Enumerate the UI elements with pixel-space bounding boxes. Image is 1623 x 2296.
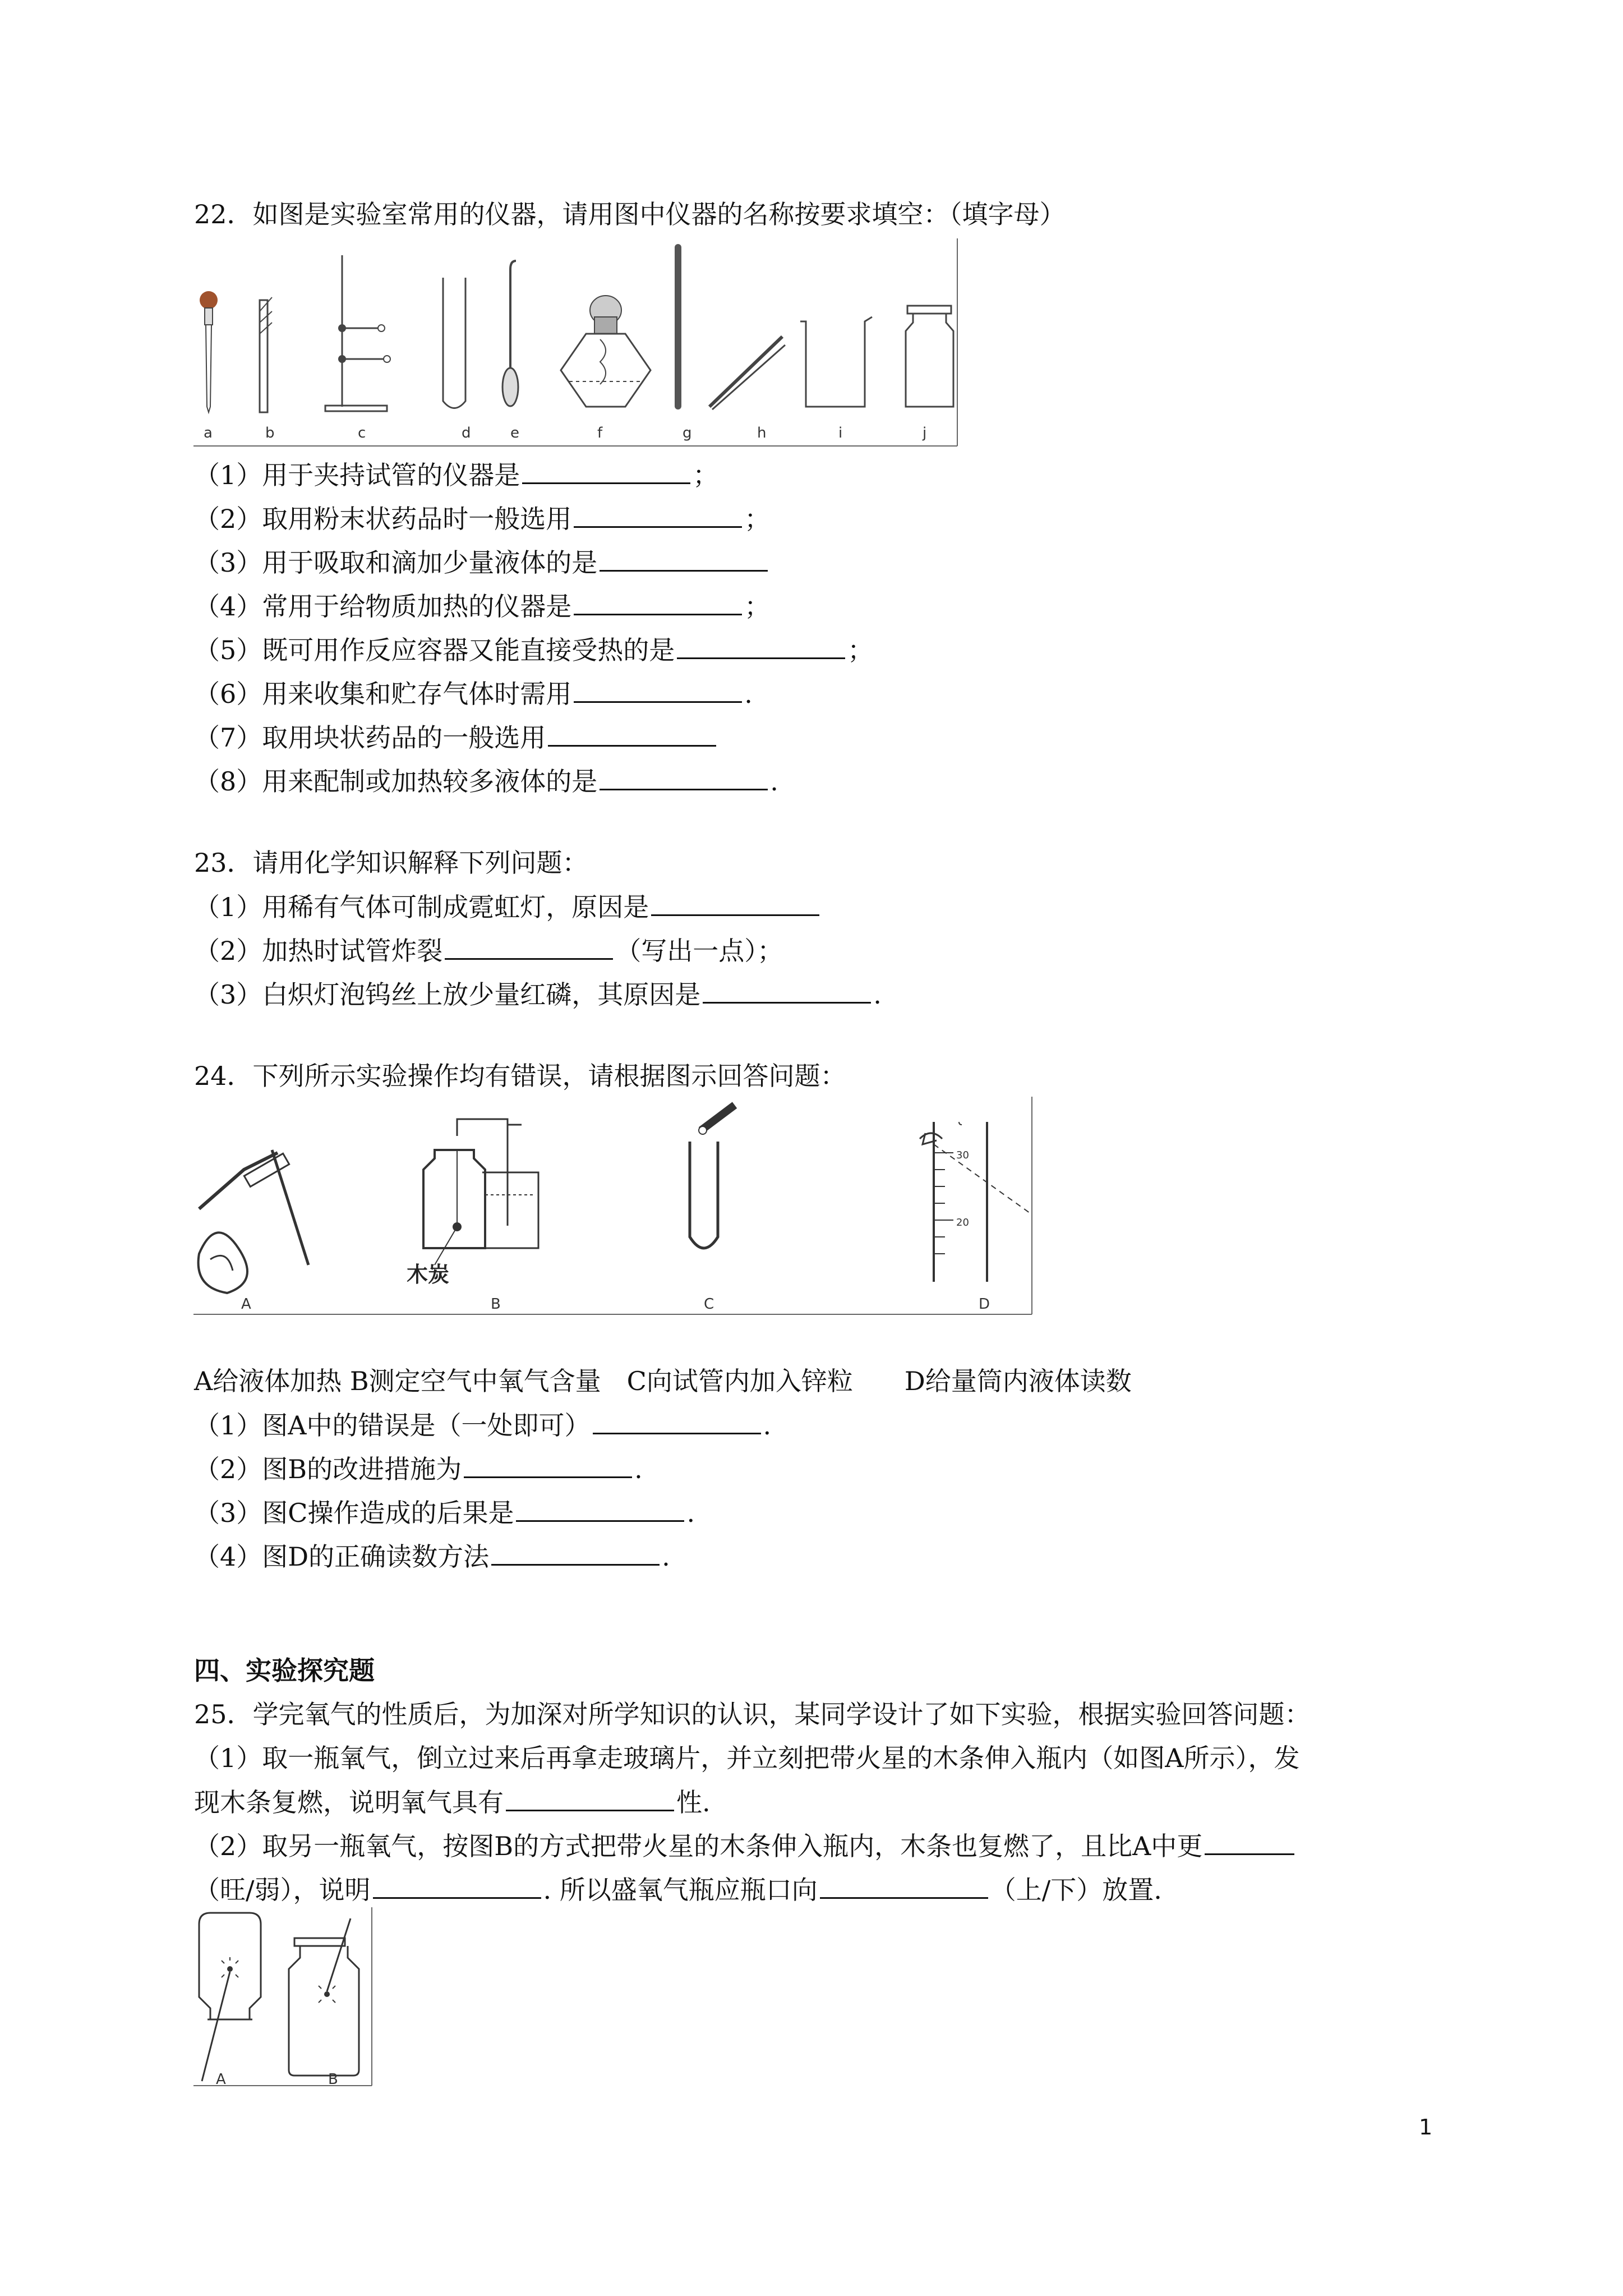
q24-operations-figure [193,1097,1035,1318]
q25-part2-text-b: . 所以盛氧气瓶应瓶口向 [543,1875,818,1905]
q22-item-4-end: ； [744,591,771,622]
q22-item-8-text: （8）用来配制或加热较多液体的是 [194,766,598,797]
q25-bottles-figure [193,1907,379,2092]
answer-blank[interactable] [574,589,742,615]
beaker-icon [800,317,872,407]
glass-rod-icon [675,244,681,409]
fig22-label-h: h [757,425,767,441]
q22-item-3-text: （3）用于吸取和滴加少量液体的是 [194,547,598,578]
alcohol-lamp-icon [561,296,651,407]
q22-item-6 [194,677,753,711]
answer-blank[interactable] [820,1872,988,1899]
q25-part2-text: （2）取另一瓶氧气，按图B的方式把带火星的木条伸入瓶内，木条也复燃了，且比A中更 [194,1831,1203,1861]
q25-title: 25．学完氧气的性质后，为加深对所学知识的认识，某同学设计了如下实验，根据实验回答问题： [194,1699,1311,1729]
q22-title: 22．如图是实验室常用的仪器，请用图中仪器的名称按要求填空：（填字母） [194,199,1066,229]
answer-blank[interactable] [516,1496,684,1522]
q24-item-4-end: . [662,1542,670,1572]
upright-bottle-icon [289,1918,359,2076]
gas-collecting-bottle-icon [906,306,953,407]
answer-blank[interactable] [548,720,716,747]
q23-item-1 [194,890,822,924]
q22-item-3 [194,545,770,579]
q23-item-3-end: . [873,979,882,1010]
answer-blank[interactable] [703,977,871,1004]
q22-item-1-end: ； [693,460,719,490]
cylinder-reading-illustration [920,1122,1032,1282]
answer-blank[interactable] [506,1785,674,1811]
fig22-label-a: a [204,425,213,441]
q24-item-1-text: （1）图A中的错误是（一处即可） [194,1410,591,1441]
q22-item-2-text: （2）取用粉末状药品时一般选用 [194,504,572,534]
q22-item-1-text: （1）用于夹持试管的仪器是 [194,460,520,490]
q24-caption: A给液体加热 B测定空气中氧气含量 C向试管内加入锌粒 D给量筒内液体读数 [194,1366,1132,1396]
q24-item-4 [194,1539,670,1573]
q24-item-1-end: . [763,1410,772,1441]
q23-title: 23．请用化学知识解释下列问题： [194,848,588,878]
fig24-label-b: B [491,1296,501,1313]
fig24-label-c: C [704,1296,714,1313]
fig22-label-b: b [265,425,275,441]
q24-item-3-text: （3）图C操作造成的后果是 [194,1498,514,1528]
q22-item-5 [194,633,873,667]
fig22-label-g: g [683,425,692,441]
answer-blank[interactable] [593,1408,761,1434]
q22-item-5-end: ； [847,635,874,665]
q23-item-2-text: （2）加热时试管炸裂 [194,936,443,966]
fig25-label-a: A [216,2071,226,2088]
q22-item-7-text: （7）取用块状药品的一般选用 [194,723,546,753]
heating-liquid-illustration [199,1150,308,1293]
q24-item-1 [194,1408,771,1442]
q23-item-3 [194,977,882,1011]
test-tube-icon [443,278,465,408]
answer-blank[interactable] [445,933,613,960]
q23-item-1-text: （1）用稀有气体可制成霓虹灯，原因是 [194,892,649,922]
answer-blank[interactable] [491,1539,660,1566]
q22-item-4-text: （4）常用于给物质加热的仪器是 [194,591,572,622]
fig22-label-d: d [462,425,471,441]
q25-part2-end: （上/下）放置. [990,1875,1162,1905]
q22-item-6-end: . [744,679,753,709]
q22-item-2-end: ； [744,504,771,534]
fig22-label-c: c [358,425,366,441]
q22-item-8 [194,764,778,798]
scale-mark-30: 30 [956,1149,969,1161]
fig22-label-j: j [923,425,927,441]
q24-item-3-end: . [686,1498,695,1528]
fig22-label-f: f [597,425,603,441]
fig22-label-e: e [510,425,519,441]
q25-part1-end: 性. [676,1787,711,1818]
answer-blank[interactable] [574,677,742,703]
section-heading: 四、实验探究题 [194,1655,375,1686]
answer-blank[interactable] [574,501,742,528]
fig22-label-i: i [838,425,843,441]
medicine-spoon-icon [502,261,518,406]
test-tube-clamp-icon [260,297,272,412]
dropper-icon [200,291,218,412]
q22-item-5-text: （5）既可用作反应容器又能直接受热的是 [194,635,675,665]
inverted-bottle-icon [199,1913,261,2081]
q25-part1-line1: （1）取一瓶氧气，倒立过来后再拿走玻璃片，并立刻把带火星的木条伸入瓶内（如图A所示），发 [194,1743,1300,1773]
q22-item-1 [194,458,718,492]
answer-blank[interactable] [1205,1829,1294,1855]
tweezers-icon [709,337,785,409]
fig25-label-b: B [328,2071,338,2088]
q25-part1-line2 [194,1785,711,1819]
answer-blank[interactable] [677,633,845,659]
fig24-charcoal-label: 木炭 [407,1262,450,1287]
q24-title: 24．下列所示实验操作均有错误，请根据图示回答问题： [194,1061,846,1091]
answer-blank[interactable] [600,764,768,790]
q22-item-4 [194,589,770,623]
scale-mark-20: 20 [956,1217,969,1228]
q22-instruments-figure [193,238,962,452]
q24-item-2 [194,1452,643,1486]
q25-part2-line1 [194,1829,1297,1863]
iron-stand-icon [325,255,390,411]
q23-item-2-end: （写出一点）； [615,936,783,966]
fig24-label-a: A [241,1296,251,1313]
q25-part2-text-a: （旺/弱），说明 [194,1875,371,1905]
q25-part1-text: 现木条复燃，说明氧气具有 [194,1787,504,1818]
q24-item-2-end: . [634,1454,643,1484]
answer-blank[interactable] [522,458,690,484]
q24-item-4-text: （4）图D的正确读数方法 [194,1542,490,1572]
answer-blank[interactable] [373,1872,541,1899]
answer-blank[interactable] [464,1452,632,1478]
q22-item-6-text: （6）用来收集和贮存气体时需用 [194,679,572,709]
q22-item-7 [194,720,718,754]
answer-blank[interactable] [651,890,819,916]
adding-zinc-illustration [690,1105,735,1248]
q22-item-2 [194,501,770,536]
q24-item-3 [194,1496,695,1530]
answer-blank[interactable] [600,545,768,572]
q24-item-2-text: （2）图B的改进措施为 [194,1454,462,1484]
q23-item-3-text: （3）白炽灯泡钨丝上放少量红磷，其原因是 [194,979,701,1010]
oxygen-measurement-illustration [407,1119,538,1287]
fig24-label-d: D [979,1296,990,1313]
page-number: 1 [1419,2115,1433,2139]
q23-item-2 [194,933,783,968]
q25-part2-line2 [194,1872,1162,1907]
q22-item-8-end: . [770,766,778,797]
